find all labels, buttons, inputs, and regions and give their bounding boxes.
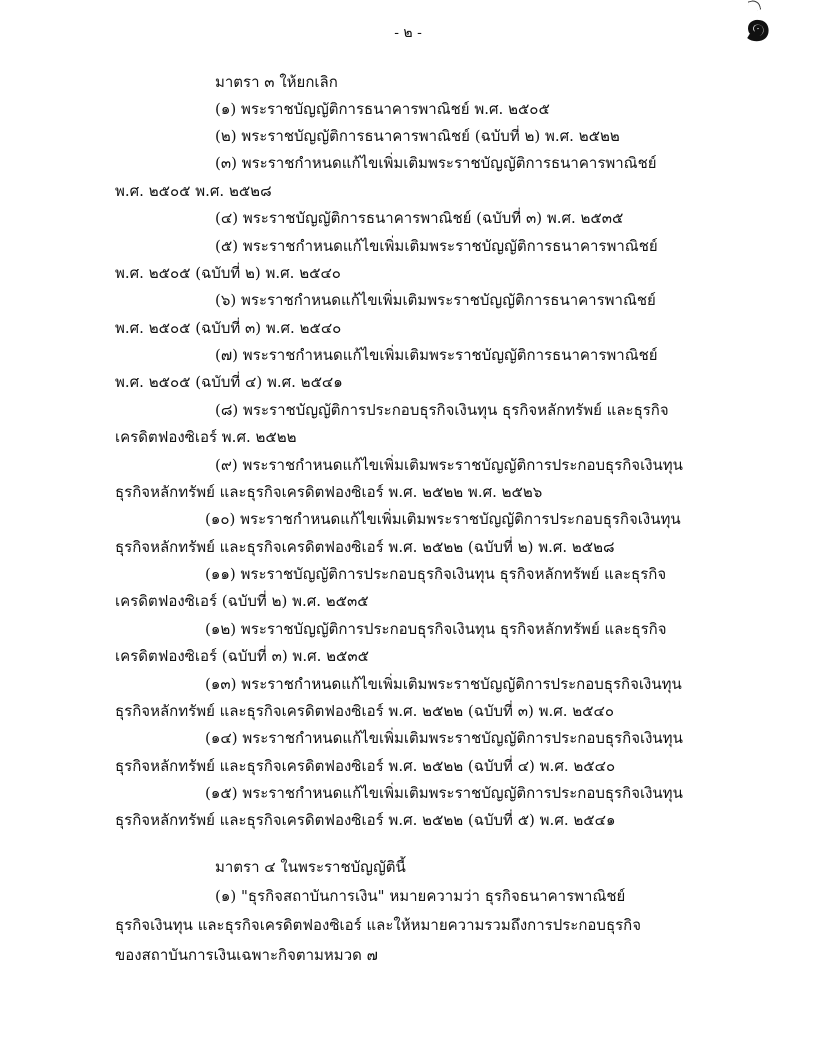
s3-item-9-cont: ธุรกิจหลักทรัพย์ และธุรกิจเครดิตฟองซิเอร์ พ.ศ. ๒๕๒๒ พ.ศ. ๒๕๒๖	[115, 483, 543, 501]
s3-item-10-cont: ธุรกิจหลักทรัพย์ และธุรกิจเครดิตฟองซิเอร์ พ.ศ. ๒๕๒๒ (ฉบับที่ ๒) พ.ศ. ๒๕๒๘	[115, 538, 615, 556]
s3-item-6-cont: พ.ศ. ๒๕๐๕ (ฉบับที่ ๓) พ.ศ. ๒๕๔๐	[115, 319, 342, 337]
s3-item-15-cont: ธุรกิจหลักทรัพย์ และธุรกิจเครดิตฟองซิเอร์ พ.ศ. ๒๕๒๒ (ฉบับที่ ๕) พ.ศ. ๒๕๔๑	[115, 811, 616, 829]
s3-item-11: (๑๑) พระราชบัญญัติการประกอบธุรกิจเงินทุน ธุรกิจหลักทรัพย์ และธุรกิจ	[205, 565, 667, 583]
s3-item-14: (๑๔) พระราชกำหนดแก้ไขเพิ่มเติมพระราชบัญญัติการประกอบธุรกิจเงินทุน	[205, 729, 683, 747]
s3-item-6: (๖) พระราชกำหนดแก้ไขเพิ่มเติมพระราชบัญญัติการธนาคารพาณิชย์	[215, 291, 656, 309]
section-4-heading: มาตรา ๔ ในพระราชบัญญัตินี้	[215, 858, 406, 876]
s3-item-5: (๕) พระราชกำหนดแก้ไขเพิ่มเติมพระราชบัญญัติการธนาคารพาณิชย์	[215, 237, 658, 255]
s3-item-8: (๘) พระราชบัญญัติการประกอบธุรกิจเงินทุน ธุรกิจหลักทรัพย์ และธุรกิจ	[215, 401, 669, 419]
s3-item-15: (๑๕) พระราชกำหนดแก้ไขเพิ่มเติมพระราชบัญญัติการประกอบธุรกิจเงินทุน	[205, 784, 683, 802]
s3-item-3-cont: พ.ศ. ๒๕๐๕ พ.ศ. ๒๕๒๘	[115, 182, 272, 200]
s4-para-line-2: ธุรกิจเงินทุน และธุรกิจเครดิตฟองซิเอร์ และให้หมายความรวมถึงการประกอบธุรกิจ	[115, 916, 642, 934]
s3-item-13-cont: ธุรกิจหลักทรัพย์ และธุรกิจเครดิตฟองซิเอร์ พ.ศ. ๒๕๒๒ (ฉบับที่ ๓) พ.ศ. ๒๕๔๐	[115, 702, 615, 720]
s3-item-12: (๑๒) พระราชบัญญัติการประกอบธุรกิจเงินทุน ธุรกิจหลักทรัพย์ และธุรกิจ	[205, 620, 667, 638]
s3-item-13: (๑๓) พระราชกำหนดแก้ไขเพิ่มเติมพระราชบัญญัติการประกอบธุรกิจเงินทุน	[205, 675, 682, 693]
s3-item-11-cont: เครดิตฟองซิเอร์ (ฉบับที่ ๒) พ.ศ. ๒๕๓๕	[115, 592, 369, 610]
s3-item-5-cont: พ.ศ. ๒๕๐๕ (ฉบับที่ ๒) พ.ศ. ๒๕๔๐	[115, 264, 341, 282]
s3-item-1: (๑) พระราชบัญญัติการธนาคารพาณิชย์ พ.ศ. ๒๕๐๕	[215, 100, 550, 118]
s4-para-line-3: ของสถาบันการเงินเฉพาะกิจตามหมวด ๗	[115, 946, 378, 964]
handwritten-page-mark: ๑	[744, 0, 772, 51]
s3-item-12-cont: เครดิตฟองซิเอร์ (ฉบับที่ ๓) พ.ศ. ๒๕๓๕	[115, 647, 369, 665]
s3-item-7-cont: พ.ศ. ๒๕๐๕ (ฉบับที่ ๔) พ.ศ. ๒๕๔๑	[115, 373, 343, 391]
page-number: - ๒ -	[394, 25, 422, 41]
s3-item-3: (๓) พระราชกำหนดแก้ไขเพิ่มเติมพระราชบัญญัติการธนาคารพาณิชย์	[215, 154, 657, 172]
section-3-heading: มาตรา ๓ ให้ยกเลิก	[215, 73, 338, 91]
s3-item-4: (๔) พระราชบัญญัติการธนาคารพาณิชย์ (ฉบับที่ ๓) พ.ศ. ๒๕๓๕	[215, 209, 624, 227]
s3-item-14-cont: ธุรกิจหลักทรัพย์ และธุรกิจเครดิตฟองซิเอร์ พ.ศ. ๒๕๒๒ (ฉบับที่ ๔) พ.ศ. ๒๕๔๐	[115, 757, 616, 775]
s4-para-line-1: (๑) "ธุรกิจสถาบันการเงิน" หมายความว่า ธุรกิจธนาคารพาณิชย์	[215, 887, 626, 905]
s3-item-10: (๑๐) พระราชกำหนดแก้ไขเพิ่มเติมพระราชบัญญัติการประกอบธุรกิจเงินทุน	[205, 510, 681, 528]
s3-item-9: (๙) พระราชกำหนดแก้ไขเพิ่มเติมพระราชบัญญัติการประกอบธุรกิจเงินทุน	[215, 456, 683, 474]
s3-item-2: (๒) พระราชบัญญัติการธนาคารพาณิชย์ (ฉบับที่ ๒) พ.ศ. ๒๕๒๒	[215, 127, 620, 145]
s3-item-8-cont: เครดิตฟองซิเอร์ พ.ศ. ๒๕๒๒	[115, 428, 297, 446]
s3-item-7: (๗) พระราชกำหนดแก้ไขเพิ่มเติมพระราชบัญญัติการธนาคารพาณิชย์	[215, 346, 658, 364]
